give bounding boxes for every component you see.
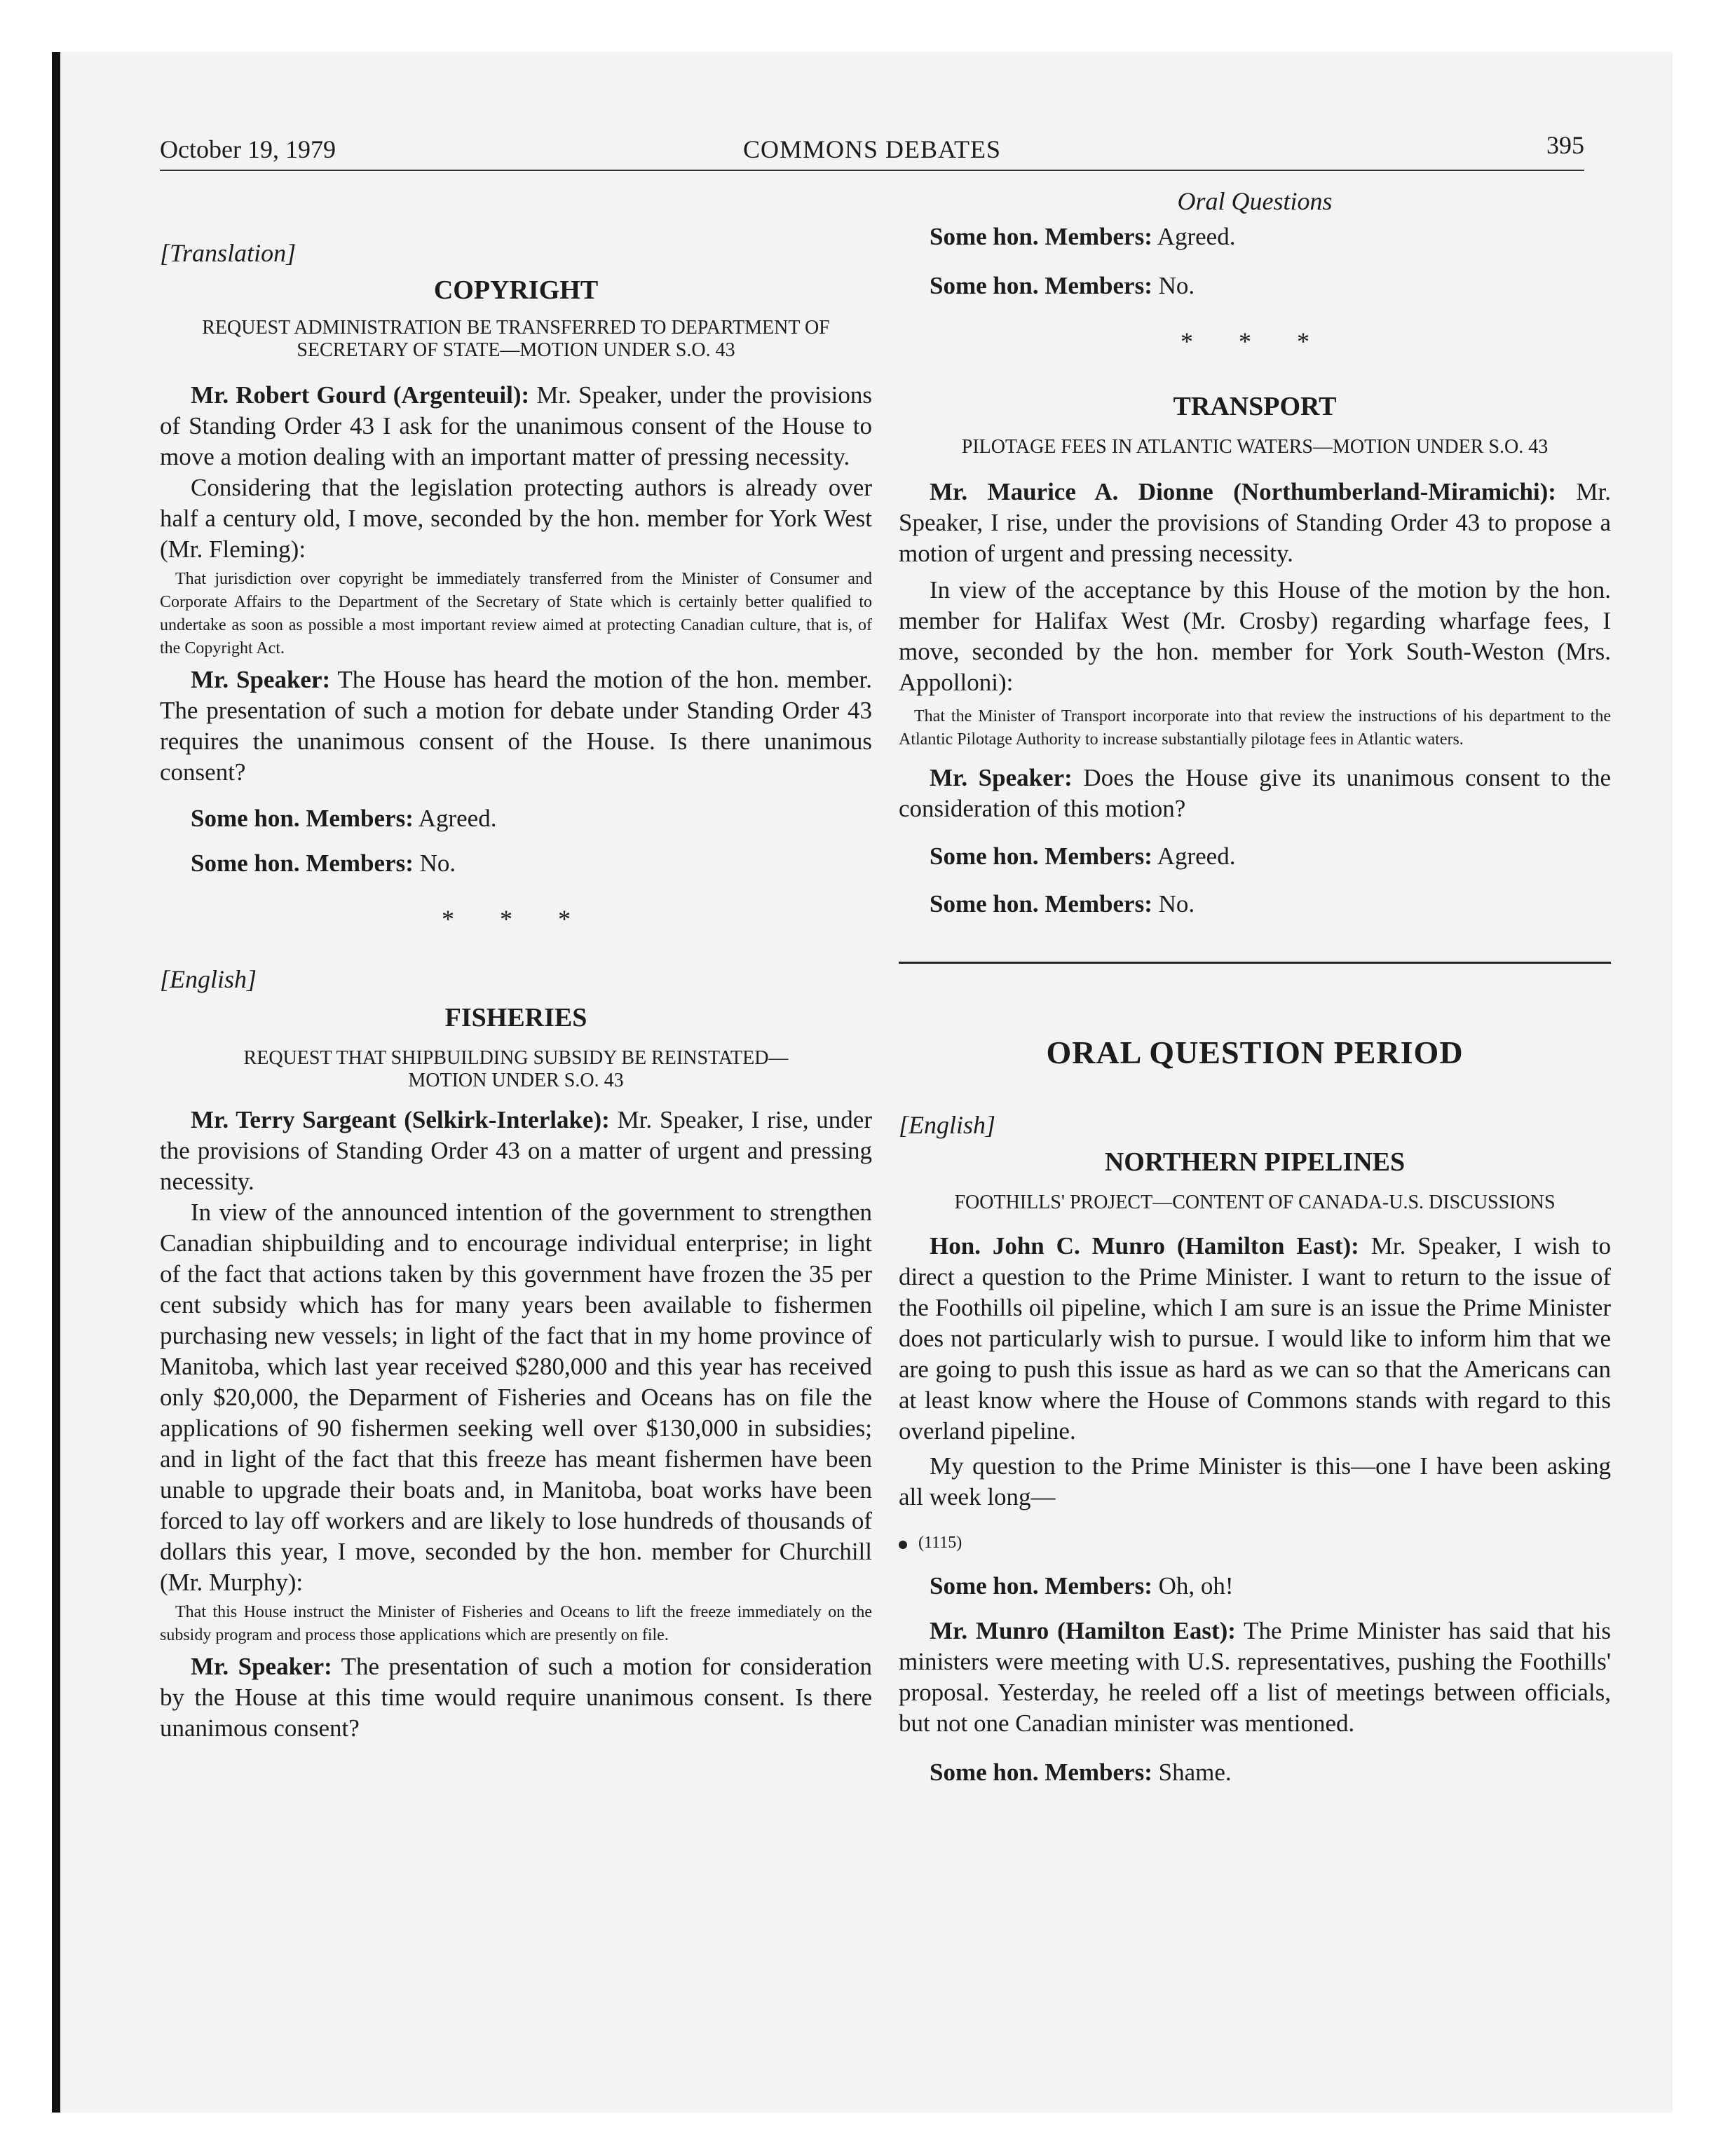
section-heading: NORTHERN PIPELINES — [1104, 1147, 1406, 1177]
paragraph: In view of the acceptance by this House of the motion by the hon. member for Halifax West (Mr. Crosby) regarding wharfage fees, I move, seconded by the hon. member for York South-Weston (Mrs. Appolloni): — [899, 576, 1611, 696]
speaker-name: Some hon. Members: — [930, 1572, 1152, 1599]
speaker-name: Some hon. Members: — [930, 1759, 1152, 1786]
paragraph: Mr. Speaker: The presentation of such a motion for consideration by the House at this time would require unanimous consent. Is there unanimous consent? — [160, 1653, 872, 1742]
speaker-name: Mr. Speaker: — [191, 666, 331, 693]
header-rule — [160, 170, 1584, 171]
paragraph: Mr. Speaker: The House has heard the motion of the hon. member. The presentation of such a motion for debate under Standing Order 43 requires the unanimous consent of the House. Is there unanimous consent? — [160, 666, 873, 786]
time-marker: (1115) — [899, 1534, 1611, 1553]
section-rule — [899, 962, 1611, 964]
section-heading: COPYRIGHT — [433, 275, 599, 305]
members-response: Some hon. Members: Shame. — [930, 1759, 1232, 1786]
section-subheading: REQUEST ADMINISTRATION BE TRANSFERRED TO DEPARTMENT OF SECRETARY OF STATE—MOTION UNDER S.O. 43 — [202, 317, 830, 361]
motion-quote: That the Minister of Transport incorporate into that review the instructions of his department to the Atlantic Pilotage Authority to increase substantially pilotage fees in Atlantic waters. — [899, 707, 1611, 749]
speaker-name: Mr. Robert Gourd (Argenteuil): — [191, 381, 530, 409]
speaker-name: Some hon. Members: — [930, 272, 1152, 299]
paragraph: Considering that the legislation protecting authors is already over half a century old, I move, seconded by the hon. member for York West (Mr. Fleming): — [160, 474, 872, 563]
speaker-name: Some hon. Members: — [191, 850, 414, 877]
members-response: Some hon. Members: Oh, oh! — [930, 1572, 1234, 1599]
members-response: Some hon. Members: Agreed. — [930, 223, 1236, 250]
paragraph: In view of the announced intention of the government to strengthen Canadian shipbuilding and to encourage individual enterprise; in light of the fact that actions taken by this government have frozen the 35 per cent subsidy which has for many years been available to fishermen purchasing new vessels; in light of the fact that in my home province of Manitoba, which last year received $280,000 and this year has received only $20,000, the Deparment of Fisheries and Oceans has on file the applications of 90 fishermen seeking well over $130,000 in subsidies; and in light of the fact that this freeze has meant fishermen have been unable to upgrade their boats and, in Manitoba, boat works have been forced to lay off workers and are likely to lose hundreds of thousands of dollars this year, I move, seconded by the hon. member for Churchill (Mr. Murphy): — [160, 1199, 872, 1596]
paragraph: Mr. Robert Gourd (Argenteuil): Mr. Speaker, under the provisions of Standing Order 43 I ask for the unanimous consent of the House to move a motion dealing with an important matter of pressing necessity. — [160, 381, 872, 470]
language-note: [Translation] — [160, 239, 297, 267]
members-response: Some hon. Members: No. — [930, 890, 1195, 917]
paragraph: Mr. Munro (Hamilton East): The Prime Minister has said that his ministers were meeting with U.S. representatives, pushing the Foothills' proposal. Yesterday, he reeled off a list of meetings between officials, but not one Canadian minister was mentioned. — [899, 1617, 1611, 1737]
motion-quote: That this House instruct the Minister of Fisheries and Oceans to lift the freeze immediately on the subsidy program and process those applications which are presently on file. — [160, 1603, 872, 1644]
header-title: COMMONS DEBATES — [742, 135, 1002, 163]
speaker-name: Some hon. Members: — [930, 223, 1152, 250]
motion-quote: That jurisdiction over copyright be immediately transferred from the Minister of Consumer and Corporate Affairs to the Department of the Secretary of State which is certainly better qualified to undertake as soon as possible a most important review aimed at protecting Canadian culture, that is, of the Copyright Act. — [160, 570, 872, 657]
section-subheading: FOOTHILLS' PROJECT—CONTENT OF CANADA-U.S. DISCUSSIONS — [954, 1192, 1556, 1213]
scan-edge — [52, 52, 60, 2113]
speaker-name: Mr. Speaker: — [930, 764, 1073, 791]
members-response: Some hon. Members: No. — [930, 272, 1195, 299]
speaker-name: Some hon. Members: — [930, 842, 1152, 870]
language-note: [English] — [899, 1111, 996, 1139]
members-response: Some hon. Members: Agreed. — [930, 842, 1236, 870]
members-response: Some hon. Members: No. — [191, 850, 456, 877]
members-response: Some hon. Members: Agreed. — [191, 805, 497, 832]
section-separator: * * * — [1181, 327, 1329, 355]
section-subheading: PILOTAGE FEES IN ATLANTIC WATERS—MOTION UNDER S.O. 43 — [961, 436, 1549, 458]
speaker-name: Mr. Speaker: — [191, 1653, 332, 1680]
right-column — [899, 175, 1611, 1788]
speaker-name: Some hon. Members: — [191, 805, 414, 832]
header-date: October 19, 1979 — [160, 135, 336, 163]
speaker-name: Some hon. Members: — [930, 890, 1152, 917]
running-head: Oral Questions — [1177, 187, 1333, 215]
paragraph: Mr. Speaker: Does the House give its unanimous consent to the consideration of this motion? — [899, 764, 1611, 822]
paragraph: Mr. Terry Sargeant (Selkirk-Interlake): Mr. Speaker, I rise, under the provisions of Standing Order 43 on a matter of urgent and pressing necessity. — [160, 1106, 872, 1195]
section-separator: * * * — [442, 905, 590, 933]
page-header — [160, 131, 1584, 171]
speaker-name: Mr. Terry Sargeant (Selkirk-Interlake): — [191, 1106, 610, 1133]
oral-question-period-heading: ORAL QUESTION PERIOD — [1046, 1035, 1464, 1070]
paragraph: Hon. John C. Munro (Hamilton East): Mr. Speaker, I wish to direct a question to the Prime Minister. I want to return to the issue of the Foothills oil pipeline, which I am sure is an issue the Prime Minister does not particularly wish to pursue. I would like to inform him that we are going to push this issue as hard as we can so that the Americans can at least know where the House of Commons stands with regard to this overland pipeline. — [899, 1232, 1611, 1445]
language-note: [English] — [160, 965, 257, 993]
section-subheading: REQUEST THAT SHIPBUILDING SUBSIDY BE REINSTATED— MOTION UNDER S.O. 43 — [243, 1047, 789, 1091]
section-heading: TRANSPORT — [1173, 392, 1337, 421]
page-number: 395 — [1546, 131, 1584, 159]
section-heading: FISHERIES — [444, 1003, 587, 1032]
paragraph: My question to the Prime Minister is this—one I have been asking all week long— — [899, 1452, 1611, 1510]
speaker-name: Mr. Maurice A. Dionne (Northumberland-Miramichi): — [930, 478, 1556, 505]
speaker-name: Mr. Munro (Hamilton East): — [930, 1617, 1236, 1644]
speaker-name: Hon. John C. Munro (Hamilton East): — [930, 1232, 1359, 1260]
paragraph: Mr. Maurice A. Dionne (Northumberland-Miramichi): Mr. Speaker, I rise, under the provisions of Standing Order 43 to propose a motion of urgent and pressing necessity. — [899, 478, 1612, 567]
bullet-icon — [899, 1541, 907, 1549]
left-column — [160, 175, 872, 1744]
